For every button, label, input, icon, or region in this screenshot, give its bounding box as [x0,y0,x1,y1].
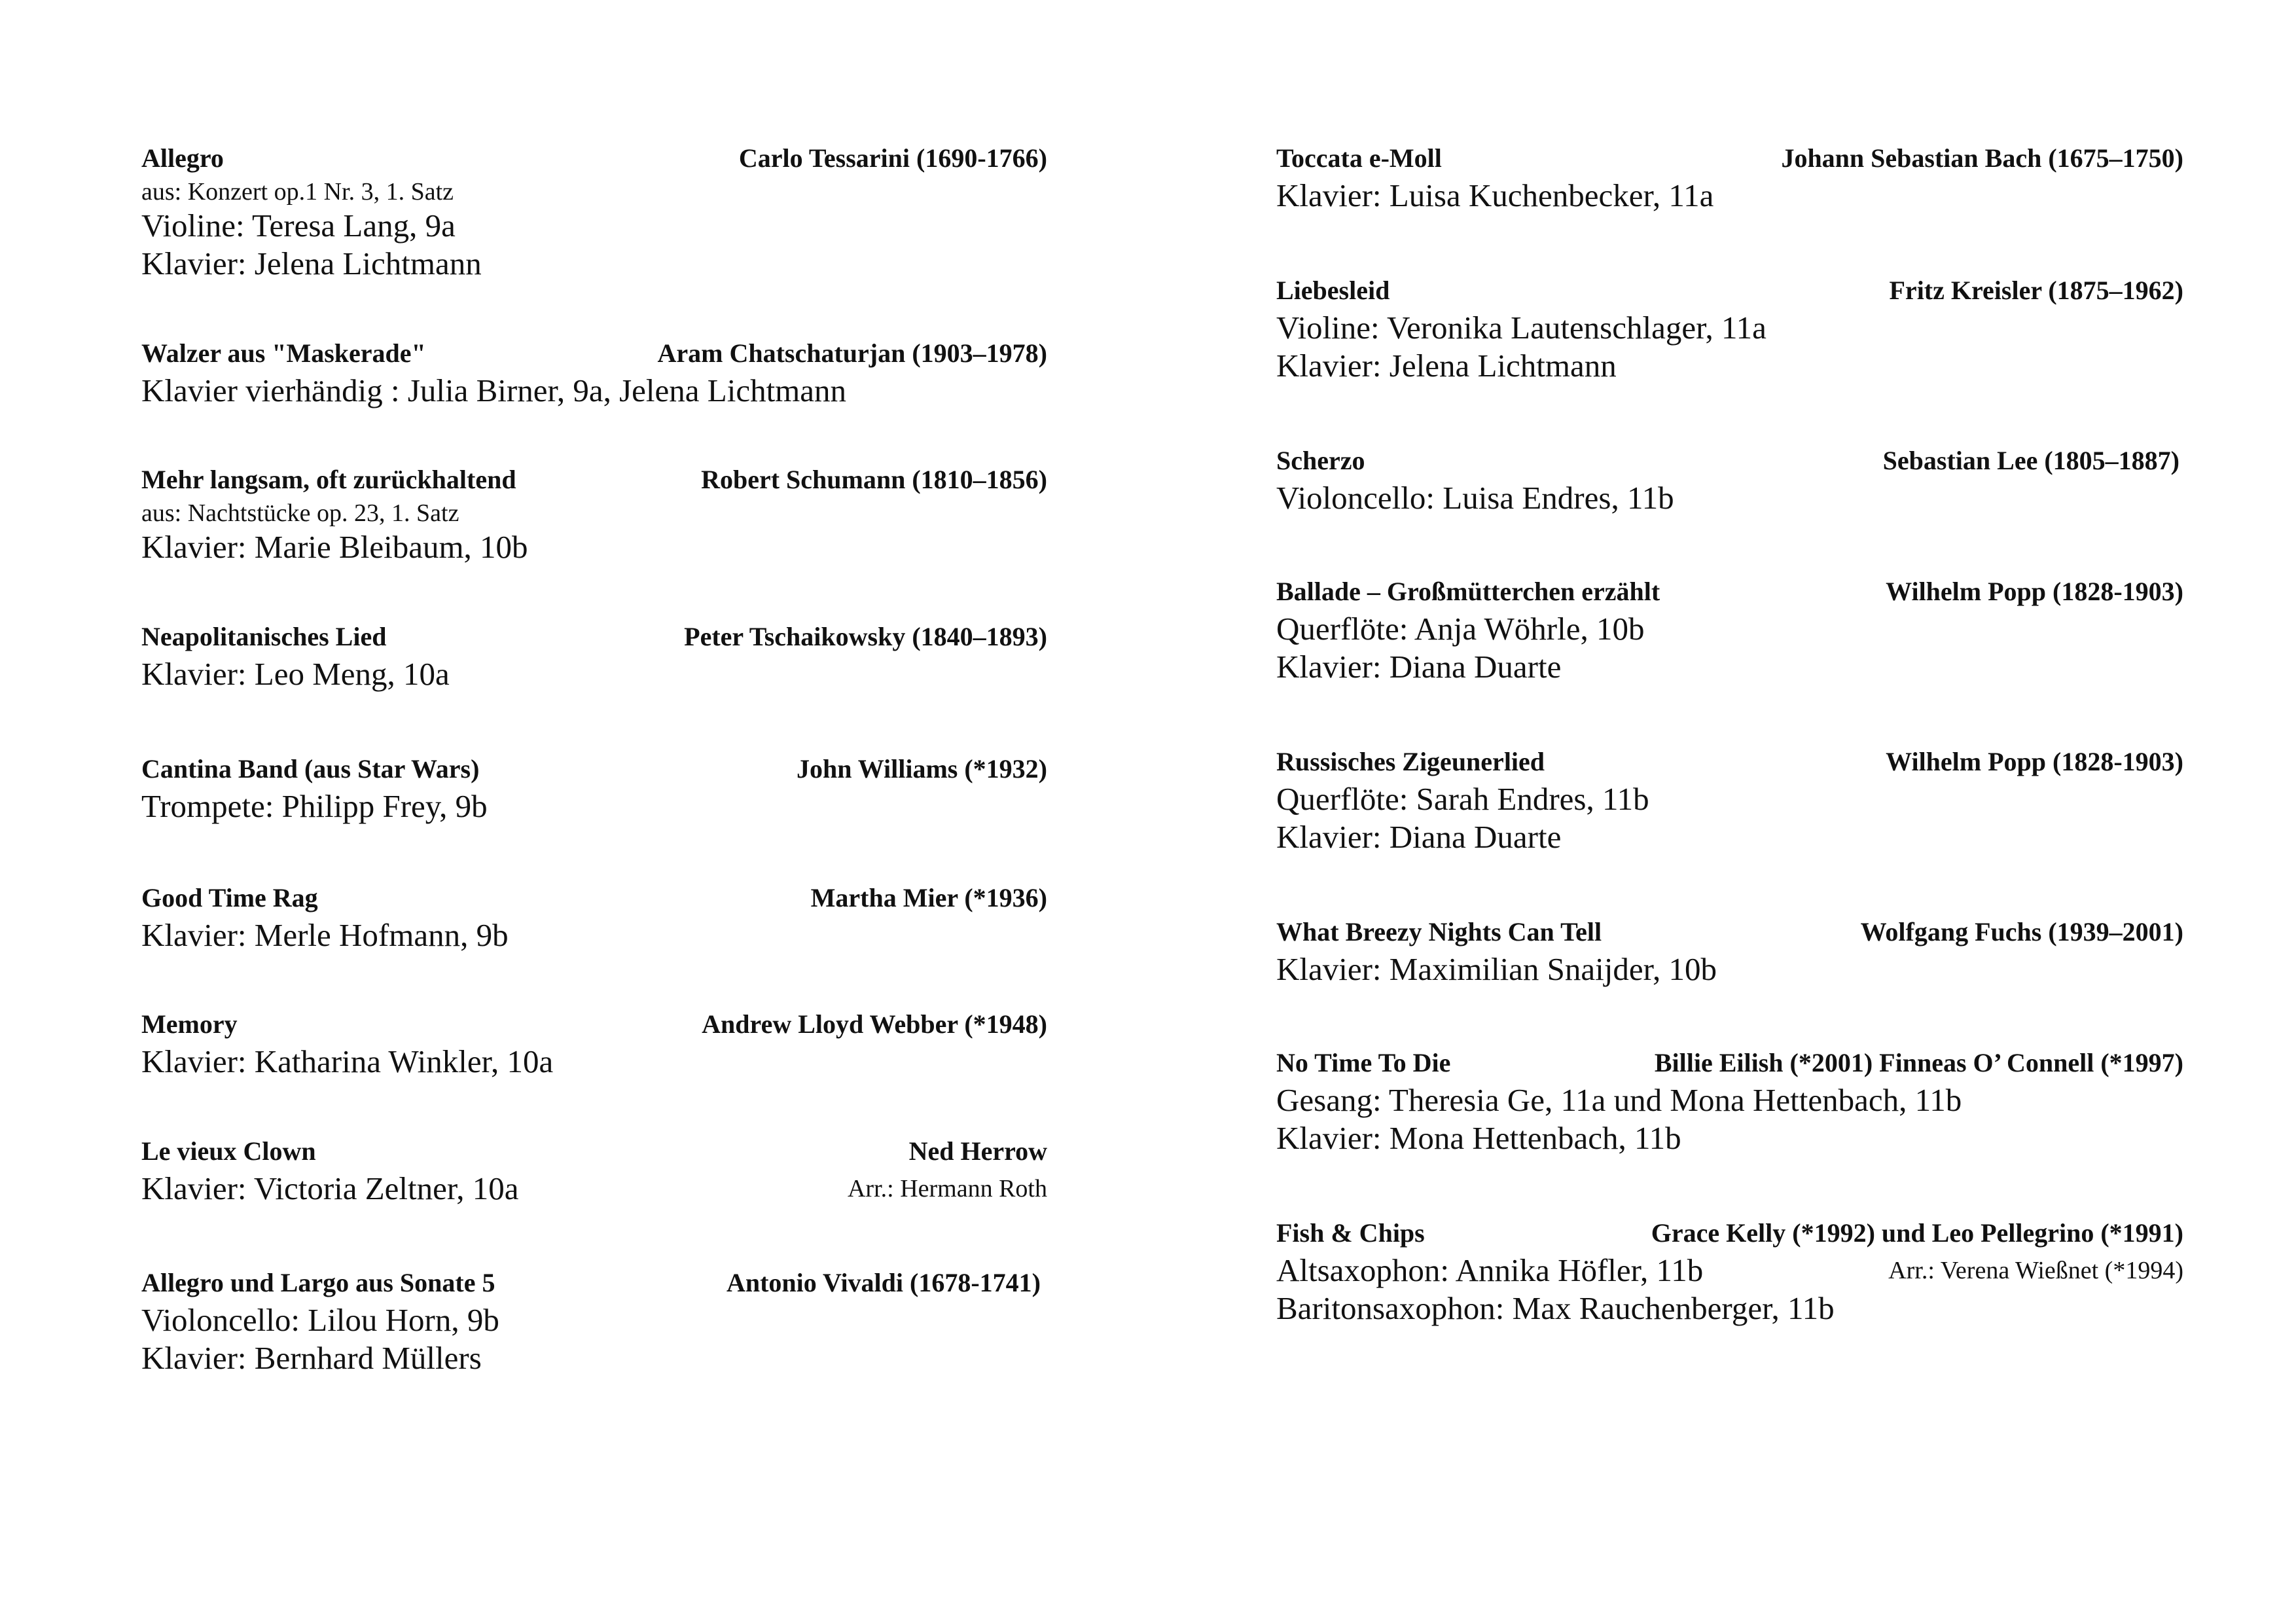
program-entry [1276,1215,2183,1327]
composer-name: Johann Sebastian Bach (1675–1750) [1781,143,2183,173]
piece-title: Ballade – Großmütterchen erzählt [1276,577,1660,606]
performer-line: Klavier: Merle Hofmann, 9b [141,917,509,953]
entry-header [141,335,1047,372]
entry-header [141,1265,1047,1301]
arranger-credit: Arr.: Verena Wießnet (*1994) [1888,1257,2183,1284]
performer-line: Klavier: Diana Duarte [1276,819,1562,855]
entry-header [1276,573,2183,610]
piece-title: Allegro und Largo aus Sonate 5 [141,1268,495,1297]
program-entry [141,1006,1047,1081]
composer-name: Carlo Tessarini (1690-1766) [738,143,1047,173]
program-entry [1276,914,2183,988]
composer-name: Andrew Lloyd Webber (*1948) [702,1009,1047,1039]
entry-header [1276,1045,2183,1081]
performer-line: Klavier: Marie Bleibaum, 10b [141,529,528,565]
piece-title: Good Time Rag [141,883,318,912]
entry-header [141,751,1047,787]
program-entry [1276,272,2183,385]
piece-title: Neapolitanisches Lied [141,622,387,651]
performer-line: Klavier: Luisa Kuchenbecker, 11a [1276,177,1714,213]
composer-name: Robert Schumann (1810–1856) [701,465,1047,494]
performer-row [141,1170,1047,1208]
performer-line: Klavier: Katharina Winkler, 10a [141,1043,554,1079]
piece-title: No Time To Die [1276,1048,1451,1077]
piece-subtitle: aus: Konzert op.1 Nr. 3, 1. Satz [141,178,454,206]
performer-line: Klavier: Bernhard Müllers [141,1340,482,1376]
piece-title: Cantina Band (aus Star Wars) [141,754,480,784]
composer-name: Ned Herrow [908,1136,1047,1166]
entry-header [141,1006,1047,1043]
entry-header [1276,744,2183,780]
composer-name: Peter Tschaikowsky (1840–1893) [684,622,1047,651]
entry-header [141,140,1047,177]
performer-line: Klavier: Jelena Lichtmann [141,245,482,281]
program-column-left [141,0,1047,1624]
composer-name: John Williams (*1932) [796,754,1047,784]
piece-title: Fish & Chips [1276,1218,1425,1248]
program-entry [141,140,1047,283]
piece-subtitle: aus: Nachtstücke op. 23, 1. Satz [141,499,459,527]
piece-title: Scherzo [1276,446,1365,475]
entry-header [1276,272,2183,309]
entry-header [141,461,1047,498]
performer-line: Klavier: Leo Meng, 10a [141,656,450,692]
performer-line: Klavier: Mona Hettenbach, 11b [1276,1120,1681,1156]
piece-title: Liebesleid [1276,276,1390,305]
piece-title: Mehr langsam, oft zurückhaltend [141,465,516,494]
program-entry [1276,140,2183,215]
composer-name: Billie Eilish (*2001) Finneas O’ Connell (*1997) [1654,1048,2183,1077]
performer-line: Violine: Veronika Lautenschlager, 11a [1276,310,1767,346]
performer-line: Violoncello: Luisa Endres, 11b [1276,480,1674,516]
program-entry [141,751,1047,825]
program-entry [1276,573,2183,686]
composer-name: Aram Chatschaturjan (1903–1978) [657,338,1047,368]
program-entry [141,1265,1047,1377]
composer-name: Grace Kelly (*1992) und Leo Pellegrino (*1991) [1651,1218,2183,1248]
composer-name: Martha Mier (*1936) [810,883,1047,912]
performer-line: Klavier vierhändig : Julia Birner, 9a, Jelena Lichtmann [141,372,847,408]
performer-line: Querflöte: Anja Wöhrle, 10b [1276,611,1645,647]
composer-name: Antonio Vivaldi (1678-1741) [726,1268,1041,1297]
performer-line: Altsaxophon: Annika Höfler, 11b [1276,1252,1704,1288]
performer-line: Violine: Teresa Lang, 9a [141,208,456,244]
composer-name: Fritz Kreisler (1875–1962) [1889,276,2183,305]
performer-line: Violoncello: Lilou Horn, 9b [141,1302,499,1338]
piece-title: Memory [141,1009,238,1039]
performer-row [1276,1252,2183,1290]
piece-title: Allegro [141,143,224,173]
entry-header [1276,1215,2183,1252]
entry-header [1276,140,2183,177]
piece-title: Russisches Zigeunerlied [1276,747,1545,776]
composer-name: Sebastian Lee (1805–1887) [1882,446,2179,475]
piece-title: Le vieux Clown [141,1136,316,1166]
performer-line: Klavier: Diana Duarte [1276,649,1562,685]
entry-header [141,1133,1047,1170]
performer-line: Klavier: Jelena Lichtmann [1276,348,1617,384]
program-entry [1276,744,2183,856]
program-entry [141,461,1047,566]
entry-header [141,619,1047,655]
program-entry [141,880,1047,954]
composer-name: Wolfgang Fuchs (1939–2001) [1860,917,2183,947]
performer-line: Trompete: Philipp Frey, 9b [141,788,488,824]
entry-header [141,880,1047,916]
composer-name: Wilhelm Popp (1828-1903) [1886,747,2183,776]
program-column-right [1276,0,2183,1624]
performer-line: Klavier: Maximilian Snaijder, 10b [1276,951,1717,987]
performer-line: Baritonsaxophon: Max Rauchenberger, 11b [1276,1290,1835,1326]
entry-header [1276,914,2183,950]
program-entry [1276,1045,2183,1157]
performer-line: Gesang: Theresia Ge, 11a und Mona Hettenbach, 11b [1276,1082,1962,1118]
piece-title: What Breezy Nights Can Tell [1276,917,1602,947]
program-entry [141,619,1047,693]
program-entry [1276,442,2183,517]
program-entry [141,335,1047,410]
arranger-credit: Arr.: Hermann Roth [847,1175,1047,1202]
composer-name: Wilhelm Popp (1828-1903) [1886,577,2183,606]
program-entry [141,1133,1047,1208]
performer-line: Querflöte: Sarah Endres, 11b [1276,781,1649,817]
piece-title: Toccata e-Moll [1276,143,1442,173]
performer-line: Klavier: Victoria Zeltner, 10a [141,1170,519,1206]
piece-title: Walzer aus "Maskerade" [141,338,426,368]
entry-header [1276,442,2183,479]
